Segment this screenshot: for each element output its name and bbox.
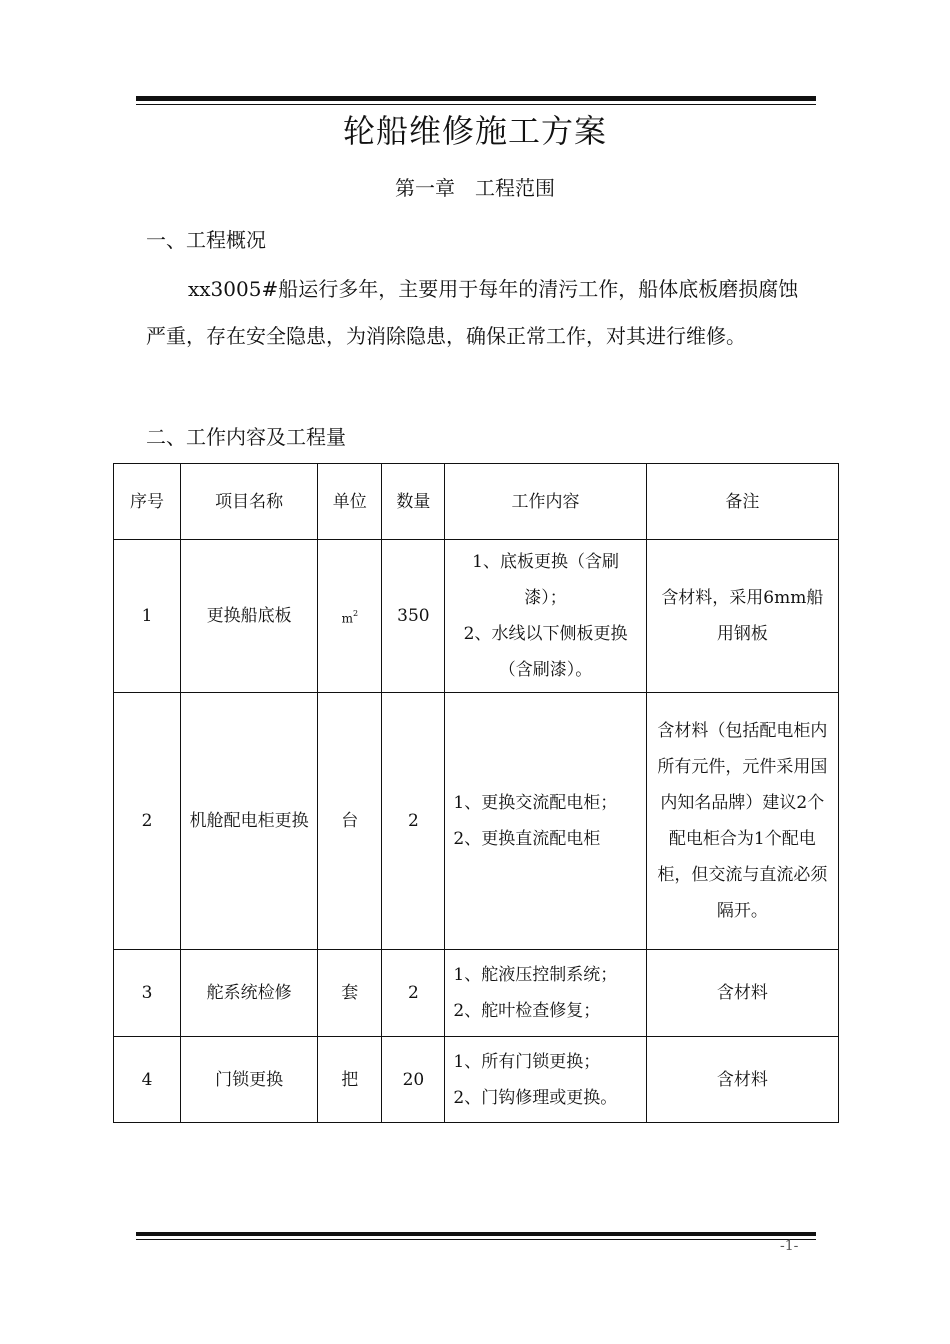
content-line: 1、所有门锁更换； bbox=[453, 1051, 601, 1072]
row-remark: 含材料 bbox=[646, 1037, 838, 1123]
row-content bbox=[445, 1037, 646, 1123]
document-title: 轮船维修施工方案 bbox=[342, 112, 607, 150]
content-line: 2、舵叶检查修复； bbox=[453, 1001, 601, 1021]
row-unit: 套 bbox=[318, 950, 382, 1037]
header-rule-thick bbox=[136, 96, 816, 101]
header-rule-thin bbox=[136, 104, 816, 105]
section-overview-paragraph: xx3005#船运行多年，主要用于每年的清污工作，船体底板磨损腐蚀严重，存在安全隐患，为消除隐患，确保正常工作，对其进行维修。 bbox=[146, 277, 799, 348]
row-name: 机舱配电柜更换 bbox=[181, 693, 318, 950]
row-unit bbox=[318, 540, 382, 693]
row-remark: 含材料，采用6mm船用钢板 bbox=[646, 540, 838, 693]
section-heading-overview: 一、工程概况 bbox=[146, 228, 266, 252]
table-row bbox=[114, 950, 839, 1037]
footer-rule-thin bbox=[136, 1239, 816, 1240]
row-no: 3 bbox=[114, 950, 181, 1037]
section-heading-work-content: 二、工作内容及工程量 bbox=[146, 425, 346, 449]
table-row bbox=[114, 540, 839, 693]
row-no: 4 bbox=[114, 1037, 181, 1123]
header-cell-content: 工作内容 bbox=[445, 464, 646, 540]
content-line: 2、水线以下侧板更换 bbox=[463, 624, 628, 644]
row-no: 2 bbox=[114, 693, 181, 950]
row-remark: 含材料（包括配电柜内所有元件，元件采用国内知名品牌）建议2个配电柜合为1个配电柜，但交流与直流必须隔开。 bbox=[646, 693, 838, 950]
table-row bbox=[114, 1037, 839, 1123]
header-cell-remark: 备注 bbox=[646, 464, 838, 540]
content-line: 1、舵液压控制系统； bbox=[453, 965, 618, 985]
header-cell-name: 项目名称 bbox=[181, 464, 318, 540]
work-content-table bbox=[113, 463, 839, 1123]
row-no: 1 bbox=[114, 540, 181, 693]
content-line: 2、更换直流配电柜 bbox=[453, 829, 601, 849]
row-content bbox=[445, 950, 646, 1037]
header-cell-no: 序号 bbox=[114, 464, 181, 540]
row-remark: 含材料 bbox=[646, 950, 838, 1037]
unit-superscript: 2 bbox=[352, 608, 359, 618]
row-name: 门锁更换 bbox=[181, 1037, 318, 1123]
row-name: 更换船底板 bbox=[181, 540, 318, 693]
header-cell-qty: 数量 bbox=[382, 464, 445, 540]
content-line: 2、门钩修理或更换。 bbox=[453, 1087, 618, 1108]
page-number: -1- bbox=[780, 1238, 799, 1254]
row-qty: 350 bbox=[382, 540, 445, 693]
row-name: 舵系统检修 bbox=[181, 950, 318, 1037]
unit-text: m bbox=[341, 611, 353, 626]
row-unit: 把 bbox=[318, 1037, 382, 1123]
content-line: （含刷漆）。 bbox=[498, 660, 593, 680]
content-line: 1、更换交流配电柜； bbox=[453, 793, 618, 813]
row-qty: 2 bbox=[382, 950, 445, 1037]
footer-rule-thick bbox=[136, 1232, 816, 1236]
row-content bbox=[445, 693, 646, 950]
row-qty: 20 bbox=[382, 1037, 445, 1123]
row-content bbox=[445, 540, 646, 693]
content-line: 1、底板更换（含刷漆）； bbox=[472, 552, 619, 608]
table-row bbox=[114, 693, 839, 950]
row-unit: 台 bbox=[318, 693, 382, 950]
row-qty: 2 bbox=[382, 693, 445, 950]
header-cell-unit: 单位 bbox=[318, 464, 382, 540]
chapter-heading: 第一章 工程范围 bbox=[395, 176, 555, 200]
table-header-row bbox=[114, 464, 839, 540]
